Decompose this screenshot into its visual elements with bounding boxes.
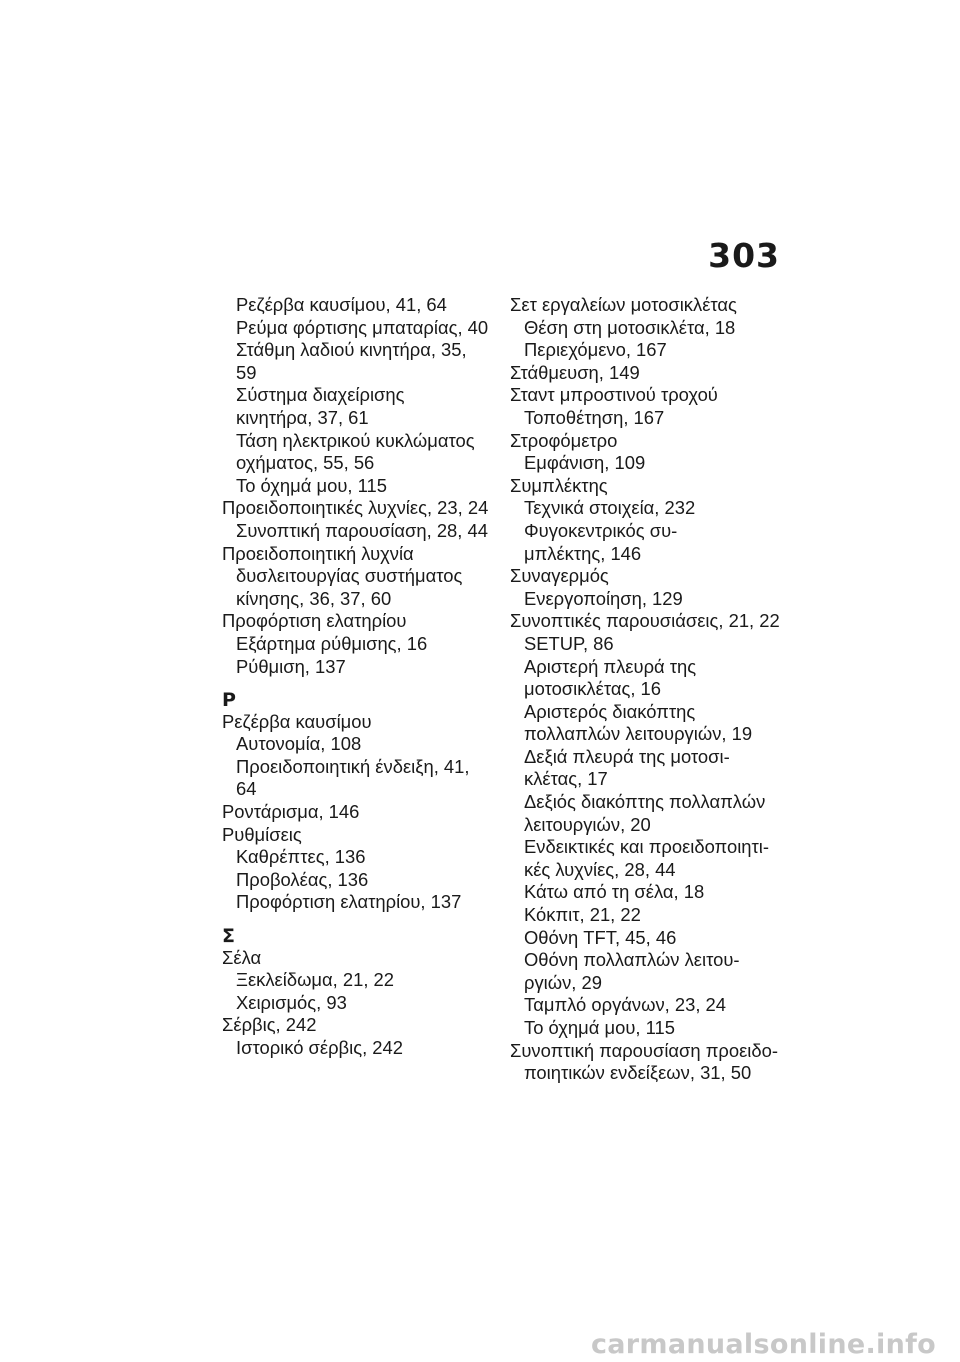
index-subentry: Στάθμη λαδιού κινητήρα, 35, bbox=[236, 339, 467, 361]
index-subentry: ργιών, 29 bbox=[524, 971, 602, 993]
section-gap bbox=[222, 678, 512, 688]
index-subentry: κίνησης, 36, 37, 60 bbox=[236, 587, 392, 609]
index-entry: Σταντ μπροστινού τροχού bbox=[510, 384, 718, 406]
index-subentry: Εμφάνιση, 109 bbox=[524, 452, 646, 474]
index-entry: Προειδοποιητικές λυχνίες, 23, 24 bbox=[222, 497, 489, 519]
index-subentry: Δεξιά πλευρά της μοτοσι- bbox=[524, 745, 730, 767]
index-subentry: Αριστερή πλευρά της bbox=[524, 655, 697, 677]
index-column-right bbox=[510, 294, 785, 1085]
page-number: 303 bbox=[708, 236, 780, 275]
index-subentry: Αριστερός διακόπτης bbox=[524, 700, 696, 722]
index-subentry: πολλαπλών λειτουργιών, 19 bbox=[524, 723, 753, 745]
index-subentry: Ενδεικτικές και προειδοποιητι- bbox=[524, 836, 770, 858]
index-subentry: κλέτας, 17 bbox=[524, 768, 608, 790]
index-subentry: Δεξιός διακόπτης πολλαπλών bbox=[524, 791, 766, 813]
index-subentry: Ρεζέρβα καυσίμου, 41, 64 bbox=[236, 294, 447, 315]
index-subentry: μπλέκτης, 146 bbox=[524, 542, 642, 564]
index-subentry: Ενεργοποίηση, 129 bbox=[524, 587, 683, 609]
index-subentry: Το όχημά μου, 115 bbox=[524, 1017, 675, 1038]
index-subentry: Καθρέπτες, 136 bbox=[236, 846, 366, 868]
index-subentry: Χειρισμός, 93 bbox=[236, 991, 347, 1013]
index-subentry: Σύστημα διαχείρισης bbox=[236, 384, 405, 406]
index-subentry: 59 bbox=[236, 361, 257, 383]
index-subentry: Οθόνη TFT, 45, 46 bbox=[524, 926, 677, 948]
index-subentry: Εξάρτημα ρύθμισης, 16 bbox=[236, 632, 428, 654]
index-subentry: Ιστορικό σέρβις, 242 bbox=[236, 1037, 403, 1058]
index-subentry: Οθόνη πολλαπλών λειτου- bbox=[524, 949, 740, 971]
index-subentry: Το όχημά μου, 115 bbox=[236, 474, 387, 496]
index-subentry: Τεχνικά στοιχεία, 232 bbox=[524, 497, 696, 519]
index-entry: Συνοπτικές παρουσιάσεις, 21, 22 bbox=[510, 610, 780, 632]
index-subentry: δυσλειτουργίας συστήματος bbox=[236, 565, 463, 587]
index-entry: Στάθμευση, 149 bbox=[510, 361, 640, 383]
index-entry: Συμπλέκτης bbox=[510, 474, 608, 496]
index-subentry: Ξεκλείδωμα, 21, 22 bbox=[236, 969, 394, 991]
index-subentry: Τοποθέτηση, 167 bbox=[524, 406, 665, 428]
index-subentry: Ρεύμα φόρτισης μπαταρίας, 40 bbox=[236, 316, 489, 338]
index-subentry: οχήματος, 55, 56 bbox=[236, 452, 375, 474]
index-subentry: Προειδοποιητική ένδειξη, 41, bbox=[236, 755, 470, 777]
section-gap bbox=[222, 914, 512, 924]
index-column-left bbox=[222, 294, 512, 1060]
index-entry: Σέλα bbox=[222, 946, 262, 968]
index-entry: Ρυθμίσεις bbox=[222, 823, 302, 845]
index-subentry: Κόκπιτ, 21, 22 bbox=[524, 904, 641, 926]
index-subentry: Αυτονομία, 108 bbox=[236, 733, 362, 755]
index-entry: Συνοπτική παρουσίαση προειδο- bbox=[510, 1039, 778, 1061]
index-entry: Συναγερμός bbox=[510, 565, 609, 587]
index-entry: Προφόρτιση ελατηρίου bbox=[222, 610, 407, 632]
index-subentry: SETUP, 86 bbox=[524, 632, 614, 654]
index-subentry: Τάση ηλεκτρικού κυκλώματος bbox=[236, 429, 475, 451]
index-subentry: Συνοπτική παρουσίαση, 28, 44 bbox=[236, 519, 488, 541]
index-subentry: Κάτω από τη σέλα, 18 bbox=[524, 881, 705, 903]
section-letter-heading: Ρ bbox=[222, 689, 236, 712]
index-subentry: κινητήρα, 37, 61 bbox=[236, 406, 369, 428]
index-subentry: κές λυχνίες, 28, 44 bbox=[524, 858, 676, 880]
index-subentry: Προβολέας, 136 bbox=[236, 868, 369, 890]
section-letter-heading: Σ bbox=[222, 925, 235, 948]
index-subentry: Θέση στη μοτοσικλέτα, 18 bbox=[524, 316, 736, 338]
index-subentry: λειτουργιών, 20 bbox=[524, 813, 651, 835]
index-subentry: 64 bbox=[236, 778, 257, 800]
index-entry: Στροφόμετρο bbox=[510, 429, 618, 451]
index-subentry: Ταμπλό οργάνων, 23, 24 bbox=[524, 994, 726, 1016]
index-subentry: ποιητικών ενδείξεων, 31, 50 bbox=[524, 1062, 752, 1084]
index-subentry: Ρύθμιση, 137 bbox=[236, 655, 346, 677]
index-entry: Σετ εργαλείων μοτοσικλέτας bbox=[510, 294, 737, 315]
index-subentry: Περιεχόμενο, 167 bbox=[524, 339, 667, 361]
index-entry: Ροντάρισμα, 146 bbox=[222, 801, 360, 823]
index-subentry: μοτοσικλέτας, 16 bbox=[524, 678, 661, 700]
index-entry: Ρεζέρβα καυσίμου bbox=[222, 710, 372, 732]
index-subentry: Προφόρτιση ελατηρίου, 137 bbox=[236, 891, 462, 913]
watermark-text: carmanualsonline.info bbox=[590, 1329, 936, 1360]
index-subentry: Φυγοκεντρικός συ- bbox=[524, 519, 678, 541]
index-entry: Προειδοποιητική λυχνία bbox=[222, 542, 414, 564]
index-entry: Σέρβις, 242 bbox=[222, 1014, 317, 1036]
